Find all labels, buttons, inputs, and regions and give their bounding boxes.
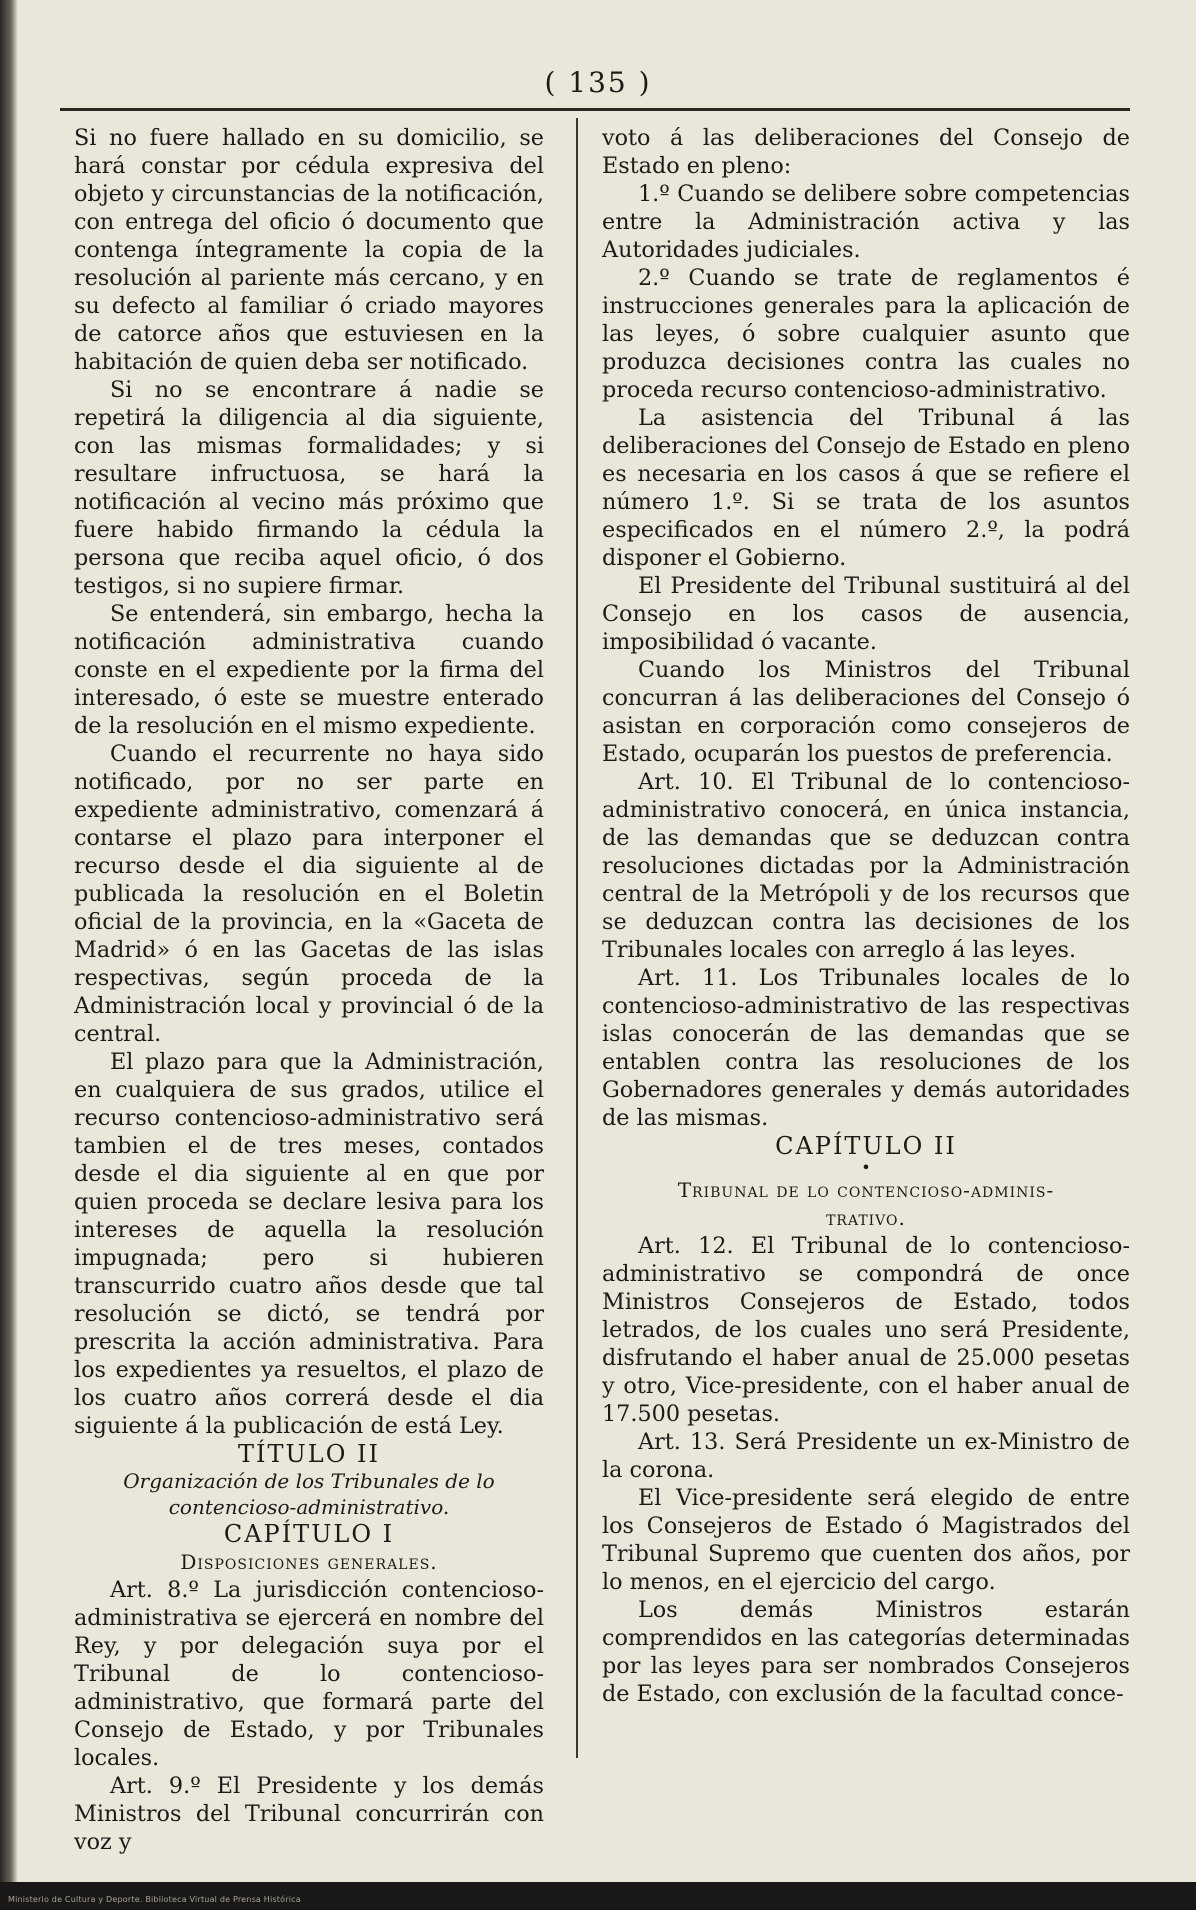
- paragraph: El plazo para que la Administración, en cualquiera de sus grados, utilice el recurso contencioso-administrativo será tambien el de tres meses, contados desde el dia siguiente al en que por quien proceda se declare lesiva para los intereses de aquella la resolución impugnada; pero si hubieren transcurrido cuatro años desde que tal resolución se dictó, se tendrá por prescrita la acción administrativa. Para los expedientes ya resueltos, el plazo de los cuatro años correrá desde el dia siguiente á la publicación de está Ley.: [74, 1049, 544, 1439]
- titulo-subheading: Organización de los Tribunales de lo contencioso-administrativo.: [123, 1469, 495, 1519]
- left-column: [74, 124, 544, 1856]
- paragraph: 1.º Cuando se delibere sobre competencias entre la Administración activa y las Autoridades judiciales.: [602, 181, 1130, 263]
- capitulo-heading: CAPÍTULO I: [223, 1520, 395, 1548]
- paragraph: El Vice-presidente será elegido de entre los Consejeros de Estado ó Magistrados del Tribunal Supremo que cuenten dos años, por lo menos, en el ejercicio del cargo.: [602, 1485, 1130, 1595]
- capitulo-subheading-line1: Tribunal de lo contencioso-adminis-: [677, 1178, 1055, 1202]
- article-11: Art. 11. Los Tribunales locales de lo contencioso-administrativo de las respectivas islas conocerán de las demandas que se entablen contra las resoluciones de los Gobernadores generales y demás autoridades de las mismas.: [602, 965, 1130, 1131]
- bullet-ornament: •: [861, 1158, 871, 1177]
- column-divider: [576, 118, 578, 1758]
- paragraph: Si no fuere hallado en su domicilio, se hará constar por cédula expresiva del objeto y circunstancias de la notificación, con entrega del oficio ó documento que contenga íntegramente la copia de la resolución al pariente más cercano, y en su defecto al familiar ó criado mayores de catorce años que estuviesen en la habitación de quien deba ser notificado.: [74, 125, 544, 375]
- paragraph: Si no se encontrare á nadie se repetirá la diligencia al dia siguiente, con las mismas formalidades; y si resultare infructuosa, se hará la notificación al vecino más próximo que fuere habido firmando la cédula la persona que reciba aquel oficio, ó dos testigos, si no supiere firmar.: [74, 377, 544, 599]
- paragraph: La asistencia del Tribunal á las deliberaciones del Consejo de Estado en pleno es necesaria en los casos á que se refiere el número 1.º. Si se trata de los asuntos especificados en el número 2.º, la podrá disponer el Gobierno.: [602, 405, 1130, 571]
- article-12: Art. 12. El Tribunal de lo contencioso-administrativo se compondrá de once Ministros Consejeros de Estado, todos letrados, de los cuales uno será Presidente, disfrutando el haber anual de 25.000 pesetas y otro, Vice-presidente, con el haber anual de 17.500 pesetas.: [602, 1233, 1130, 1427]
- capitulo-subheading: Disposiciones generales.: [180, 1550, 438, 1574]
- paragraph: Cuando los Ministros del Tribunal concurran á las deliberaciones del Consejo ó asistan en corporación como consejeros de Estado, ocuparán los puestos de preferencia.: [602, 657, 1130, 767]
- paragraph: 2.º Cuando se trate de reglamentos é instrucciones generales para la aplicación de las leyes, ó sobre cualquier asunto que produzca decisiones contra las cuales no proceda recurso contencioso-administrativo.: [602, 265, 1130, 403]
- right-column: [602, 124, 1130, 1708]
- article-13: Art. 13. Será Presidente un ex-Ministro de la corona.: [602, 1429, 1130, 1483]
- article-9: Art. 9.º El Presidente y los demás Ministros del Tribunal concurrirán con voz y: [74, 1773, 544, 1855]
- article-10: Art. 10. El Tribunal de lo contencioso-administrativo conocerá, en única instancia, de las demandas que se deduzcan contra resoluciones dictadas por la Administración central de la Metrópoli y de los recursos que se deduzcan contra las decisiones de los Tribunales locales con arreglo á las leyes.: [602, 769, 1130, 963]
- paragraph: Cuando el recurrente no haya sido notificado, por no ser parte en expediente administrativo, comenzará á contarse el plazo para interponer el recurso desde el dia siguiente al de publicada la resolución en el Boletin oficial de la provincia, en la «Gaceta de Madrid» ó en las Gacetas de las islas respectivas, según proceda de la Administración local y provincial ó de la central.: [74, 741, 544, 1047]
- paragraph: Se entenderá, sin embargo, hecha la notificación administrativa cuando conste en el expediente por la firma del interesado, ó este se muestre enterado de la resolución en el mismo expediente.: [74, 601, 544, 739]
- footer-stamp: Ministerio de Cultura y Deporte. Biblioteca Virtual de Prensa Histórica: [8, 1895, 301, 1904]
- header-rule: [60, 108, 1130, 111]
- paragraph: Los demás Ministros estarán comprendidos en las categorías determinadas por las leyes para ser nombrados Consejeros de Estado, con exclusión de la facultad conce-: [602, 1597, 1130, 1707]
- capitulo-subheading-line2: trativo.: [826, 1206, 906, 1230]
- article-8: Art. 8.º La jurisdicción contencioso-administrativa se ejercerá en nombre del Rey, y por delegación suya por el Tribunal de lo contencioso-administrativo, que formará parte del Consejo de Estado, y por Tribunales locales.: [74, 1577, 544, 1771]
- page-number: ( 135 ): [544, 66, 652, 99]
- binding-shadow: [0, 0, 18, 1910]
- titulo-heading: TÍTULO II: [238, 1440, 380, 1468]
- paragraph: voto á las deliberaciones del Consejo de Estado en pleno:: [602, 125, 1130, 179]
- capitulo-heading: CAPÍTULO II: [775, 1132, 957, 1160]
- paragraph: El Presidente del Tribunal sustituirá al del Consejo en los casos de ausencia, imposibilidad ó vacante.: [602, 573, 1130, 655]
